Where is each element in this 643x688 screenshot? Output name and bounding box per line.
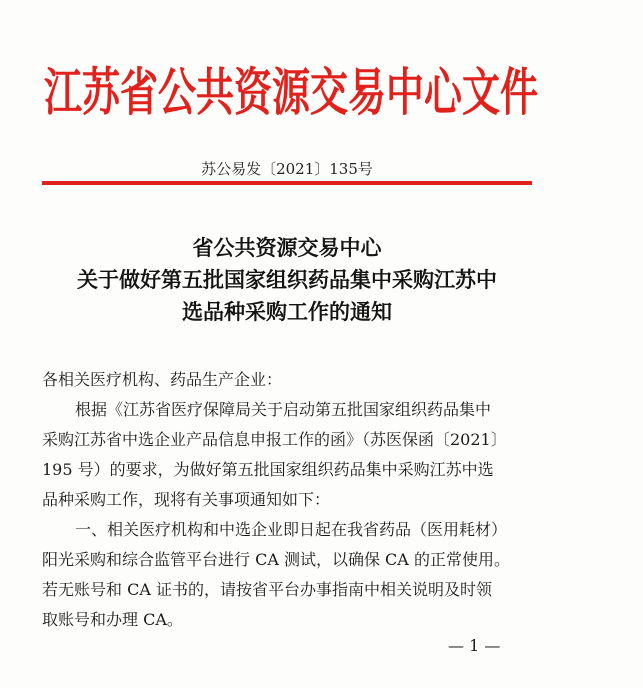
body-line: 品种采购工作，现将有关事项通知如下： xyxy=(42,490,331,509)
body-line: 阳光采购和综合监管平台进行 CA 测试，以确保 CA 的正常使用。 xyxy=(42,550,510,569)
body-line: 一、相关医疗机构和中选企业即日起在我省药品（医用耗材） xyxy=(75,520,508,539)
document-header-title: 江苏省公共资源交易中心文件 xyxy=(44,62,539,123)
body-line: 取账号和办理 CA。 xyxy=(42,610,183,629)
notice-body xyxy=(42,365,542,635)
body-line: 根据《江苏省医疗保障局关于启动第五批国家组织药品集中 xyxy=(75,400,492,419)
notice-title xyxy=(42,232,532,328)
body-line: 采购江苏省中选企业产品信息申报工作的函》（苏医保函〔2021〕 xyxy=(42,430,507,449)
page-number: — 1 — xyxy=(448,636,501,655)
body-line: 195 号）的要求，为做好第五批国家组织药品集中采购江苏中选 xyxy=(42,460,494,479)
salutation: 各相关医疗机构、药品生产企业： xyxy=(42,370,283,389)
notice-title-line: 选品种采购工作的通知 xyxy=(182,299,392,324)
header-divider xyxy=(42,181,532,185)
body-line: 若无账号和 CA 证书的，请按省平台办事指南中相关说明及时领 xyxy=(42,580,492,599)
notice-title-line: 省公共资源交易中心 xyxy=(192,235,382,260)
notice-title-line: 关于做好第五批国家组织药品集中采购江苏中 xyxy=(77,267,497,292)
document-number: 苏公易发〔2021〕135号 xyxy=(201,160,373,178)
